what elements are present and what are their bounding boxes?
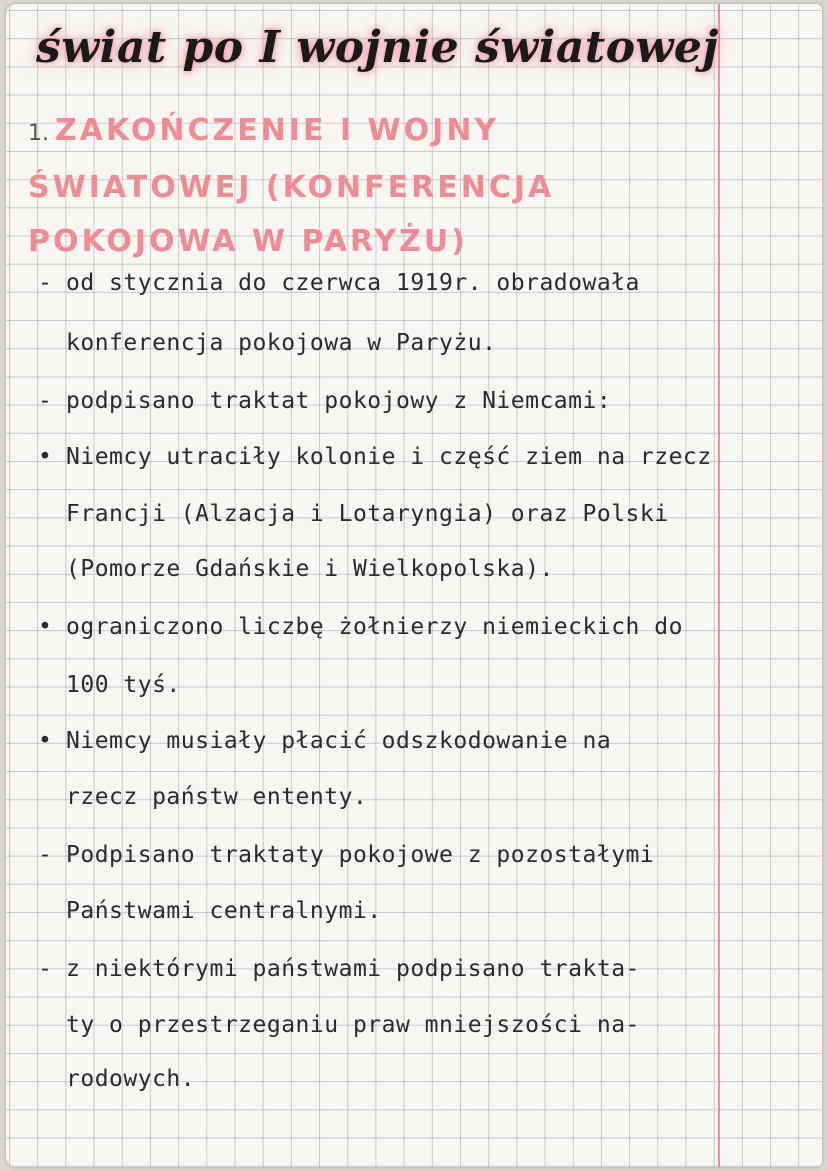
- note-line: • Niemcy musiały płacić odszkodowanie na: [38, 728, 612, 754]
- note-line: konferencja pokojowa w Paryżu.: [66, 330, 497, 356]
- page-title: świat po I wojnie światowej: [36, 22, 719, 73]
- section-number: 1.: [28, 121, 49, 146]
- note-line: - podpisano traktat pokojowy z Niemcami:: [38, 388, 612, 414]
- note-line: ty o przestrzeganiu praw mniejszości na-: [66, 1012, 640, 1038]
- note-line: rzecz państw ententy.: [66, 784, 368, 810]
- note-line: • ograniczono liczbę żołnierzy niemieckich do: [38, 614, 683, 640]
- note-line: (Pomorze Gdańskie i Wielkopolska).: [66, 556, 554, 582]
- note-line: - Podpisano traktaty pokojowe z pozostałymi: [38, 842, 655, 868]
- note-line: 100 tyś.: [66, 672, 181, 698]
- note-line: • Niemcy utraciły kolonie i część ziem na rzecz: [38, 444, 712, 470]
- note-line: Francji (Alzacja i Lotaryngia) oraz Polski: [66, 501, 669, 527]
- note-line: Państwami centralnymi.: [66, 898, 382, 924]
- note-line: - od stycznia do czerwca 1919r. obradowała: [38, 270, 640, 296]
- section-heading: [28, 104, 708, 269]
- notebook-page: [6, 4, 822, 1167]
- note-line: rodowych.: [66, 1066, 196, 1092]
- section-heading-text: ZAKOŃCZENIE I WOJNY ŚWIATOWEJ (KONFERENCJA POKOJOWA W PARYŻU): [28, 113, 555, 259]
- margin-line: [718, 4, 720, 1167]
- note-line: - z niektórymi państwami podpisano trakta-: [38, 956, 640, 982]
